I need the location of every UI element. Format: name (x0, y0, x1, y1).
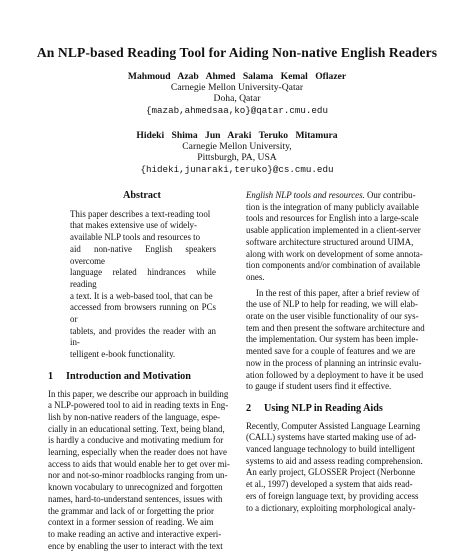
abstract-heading: Abstract (123, 190, 161, 201)
left-column (48, 190, 236, 552)
text-line: et al., 1997) developed a system that aids read- (246, 479, 413, 490)
text-line: cially in an educational setting. Text, being bland, (48, 423, 225, 434)
right-column (246, 190, 436, 514)
section-body (246, 421, 436, 515)
text-line: names, hard-to-understand sentences, issues with (48, 493, 223, 504)
author-email: {hideki,junaraki,teruko}@cs.cmu.edu (140, 163, 334, 175)
text-line: tion components and/or combination of available (246, 260, 421, 271)
section-title: Using NLP in Reading Aids (264, 402, 383, 414)
author-names: Mahmoud Azab Ahmed Salama Kemal Oflazer (127, 71, 347, 82)
section-heading (246, 403, 436, 415)
text-line: now in the process of planning an intrinsic evalu- (246, 357, 422, 368)
italic-phrase: English NLP tools and resources. (246, 190, 365, 200)
text-line: language related hindrances while reading (70, 267, 216, 289)
text-line: orate on the user visible functionality of our sys- (246, 311, 419, 322)
text-line: a text. It is a web-based tool, that can be (70, 290, 213, 301)
location: Pittsburgh, PA, USA (197, 152, 277, 164)
text-line: accessed from browsers running on PCs or (70, 302, 216, 325)
text-line: ence by enabling the user to interact with the text (48, 540, 223, 551)
author-email: {mazab,ahmedsaa,ko}@qatar.cmu.edu (146, 104, 328, 116)
text-line: ones. (246, 271, 265, 282)
text-line: tem and then present the software architecture and (246, 322, 425, 333)
text-line: Recently, Computer Assisted Language Learning (246, 420, 421, 431)
text-line: context in a former session of reading. We aim (48, 517, 214, 528)
text-line: ers of foreign language text, by providing access (246, 490, 419, 501)
text-line: ation followed by a deployment to have it be used (246, 369, 424, 380)
text-line: learning, especially when the reader does not have (48, 447, 227, 458)
text-line: An early project, GLOSSER Project (Nerbonne (246, 467, 416, 478)
text-line: available NLP tools and resources to (70, 232, 201, 243)
location: Doha, Qatar (213, 93, 261, 105)
text-line: the grammar and lack of or forgetting the prior (48, 505, 214, 516)
text-line: usable application implemented in a client-server (246, 225, 421, 236)
text-line: (CALL) systems have started making use of ad- (246, 432, 417, 443)
text-line: the implementation. Our system has been imple- (246, 334, 419, 345)
text-line: systems to aid and assess reading comprehension. (246, 455, 423, 466)
text-line: along with work on development of some annota- (246, 248, 423, 259)
continuation-paragraph (246, 190, 436, 284)
section-number: 1 (48, 370, 54, 382)
affiliation: Carnegie Mellon University, (182, 141, 292, 153)
text-line: lish by non-native readers of the language, espe- (48, 411, 221, 422)
text-line: In the rest of this paper, after a brief review of (256, 287, 420, 298)
text-line: that makes extensive use of widely- (70, 220, 197, 231)
section-heading (48, 371, 236, 383)
author-group-1 (0, 71, 474, 116)
section-number: 2 (246, 402, 252, 414)
text-line: software architecture structured around UIMA, (246, 236, 414, 247)
text-line: mented save for a couple of features and we are (246, 346, 416, 357)
text-line: is hardly a conducive and motivating medium for (48, 435, 224, 446)
text-line: known vocabulary to unrecognized and forgotten (48, 482, 223, 493)
text-line: English NLP tools and resources. Our contribu- (246, 190, 416, 200)
paragraph (246, 288, 436, 393)
text-line: to make reading an active and interactive experi- (48, 528, 222, 539)
text-line: This paper describes a text-reading tool (70, 208, 211, 219)
affiliation: Carnegie Mellon University-Qatar (170, 82, 304, 94)
abstract-body (48, 209, 236, 361)
paper-title: An NLP-based Reading Tool for Aiding Non-native English Readers (36, 45, 438, 60)
text-line: access to aids that would enable her to get over mi- (48, 458, 230, 469)
author-group-2 (0, 130, 474, 175)
text-line: a NLP-powered tool to aid in reading texts in Eng- (48, 400, 229, 411)
text-line: tion is the integration of many publicly available (246, 201, 419, 212)
text-line: vanced language technology to build intelligent (246, 444, 415, 455)
text-line: tools and resources for English into a large-scale (246, 213, 419, 224)
text-line: the use of NLP to help for reading, we will elab- (246, 299, 418, 310)
text-line: to gauge if student users find it effective. (246, 381, 392, 392)
text-line: aid non-native English speakers overcome (70, 243, 216, 266)
text-line: nor and not-so-minor roadblocks ranging from un- (48, 470, 228, 481)
text-line: telligent e-book functionality. (70, 349, 176, 360)
text-line: tablets, and provides the reader with an in- (70, 325, 216, 348)
text-line: to a dictionary, exploiting morphological analy- (246, 502, 416, 513)
section-body (48, 389, 236, 552)
author-names: Hideki Shima Jun Araki Teruko Mitamura (136, 130, 338, 141)
text-line: In this paper, we describe our approach in building (48, 388, 229, 399)
section-title: Introduction and Motivation (66, 370, 191, 382)
